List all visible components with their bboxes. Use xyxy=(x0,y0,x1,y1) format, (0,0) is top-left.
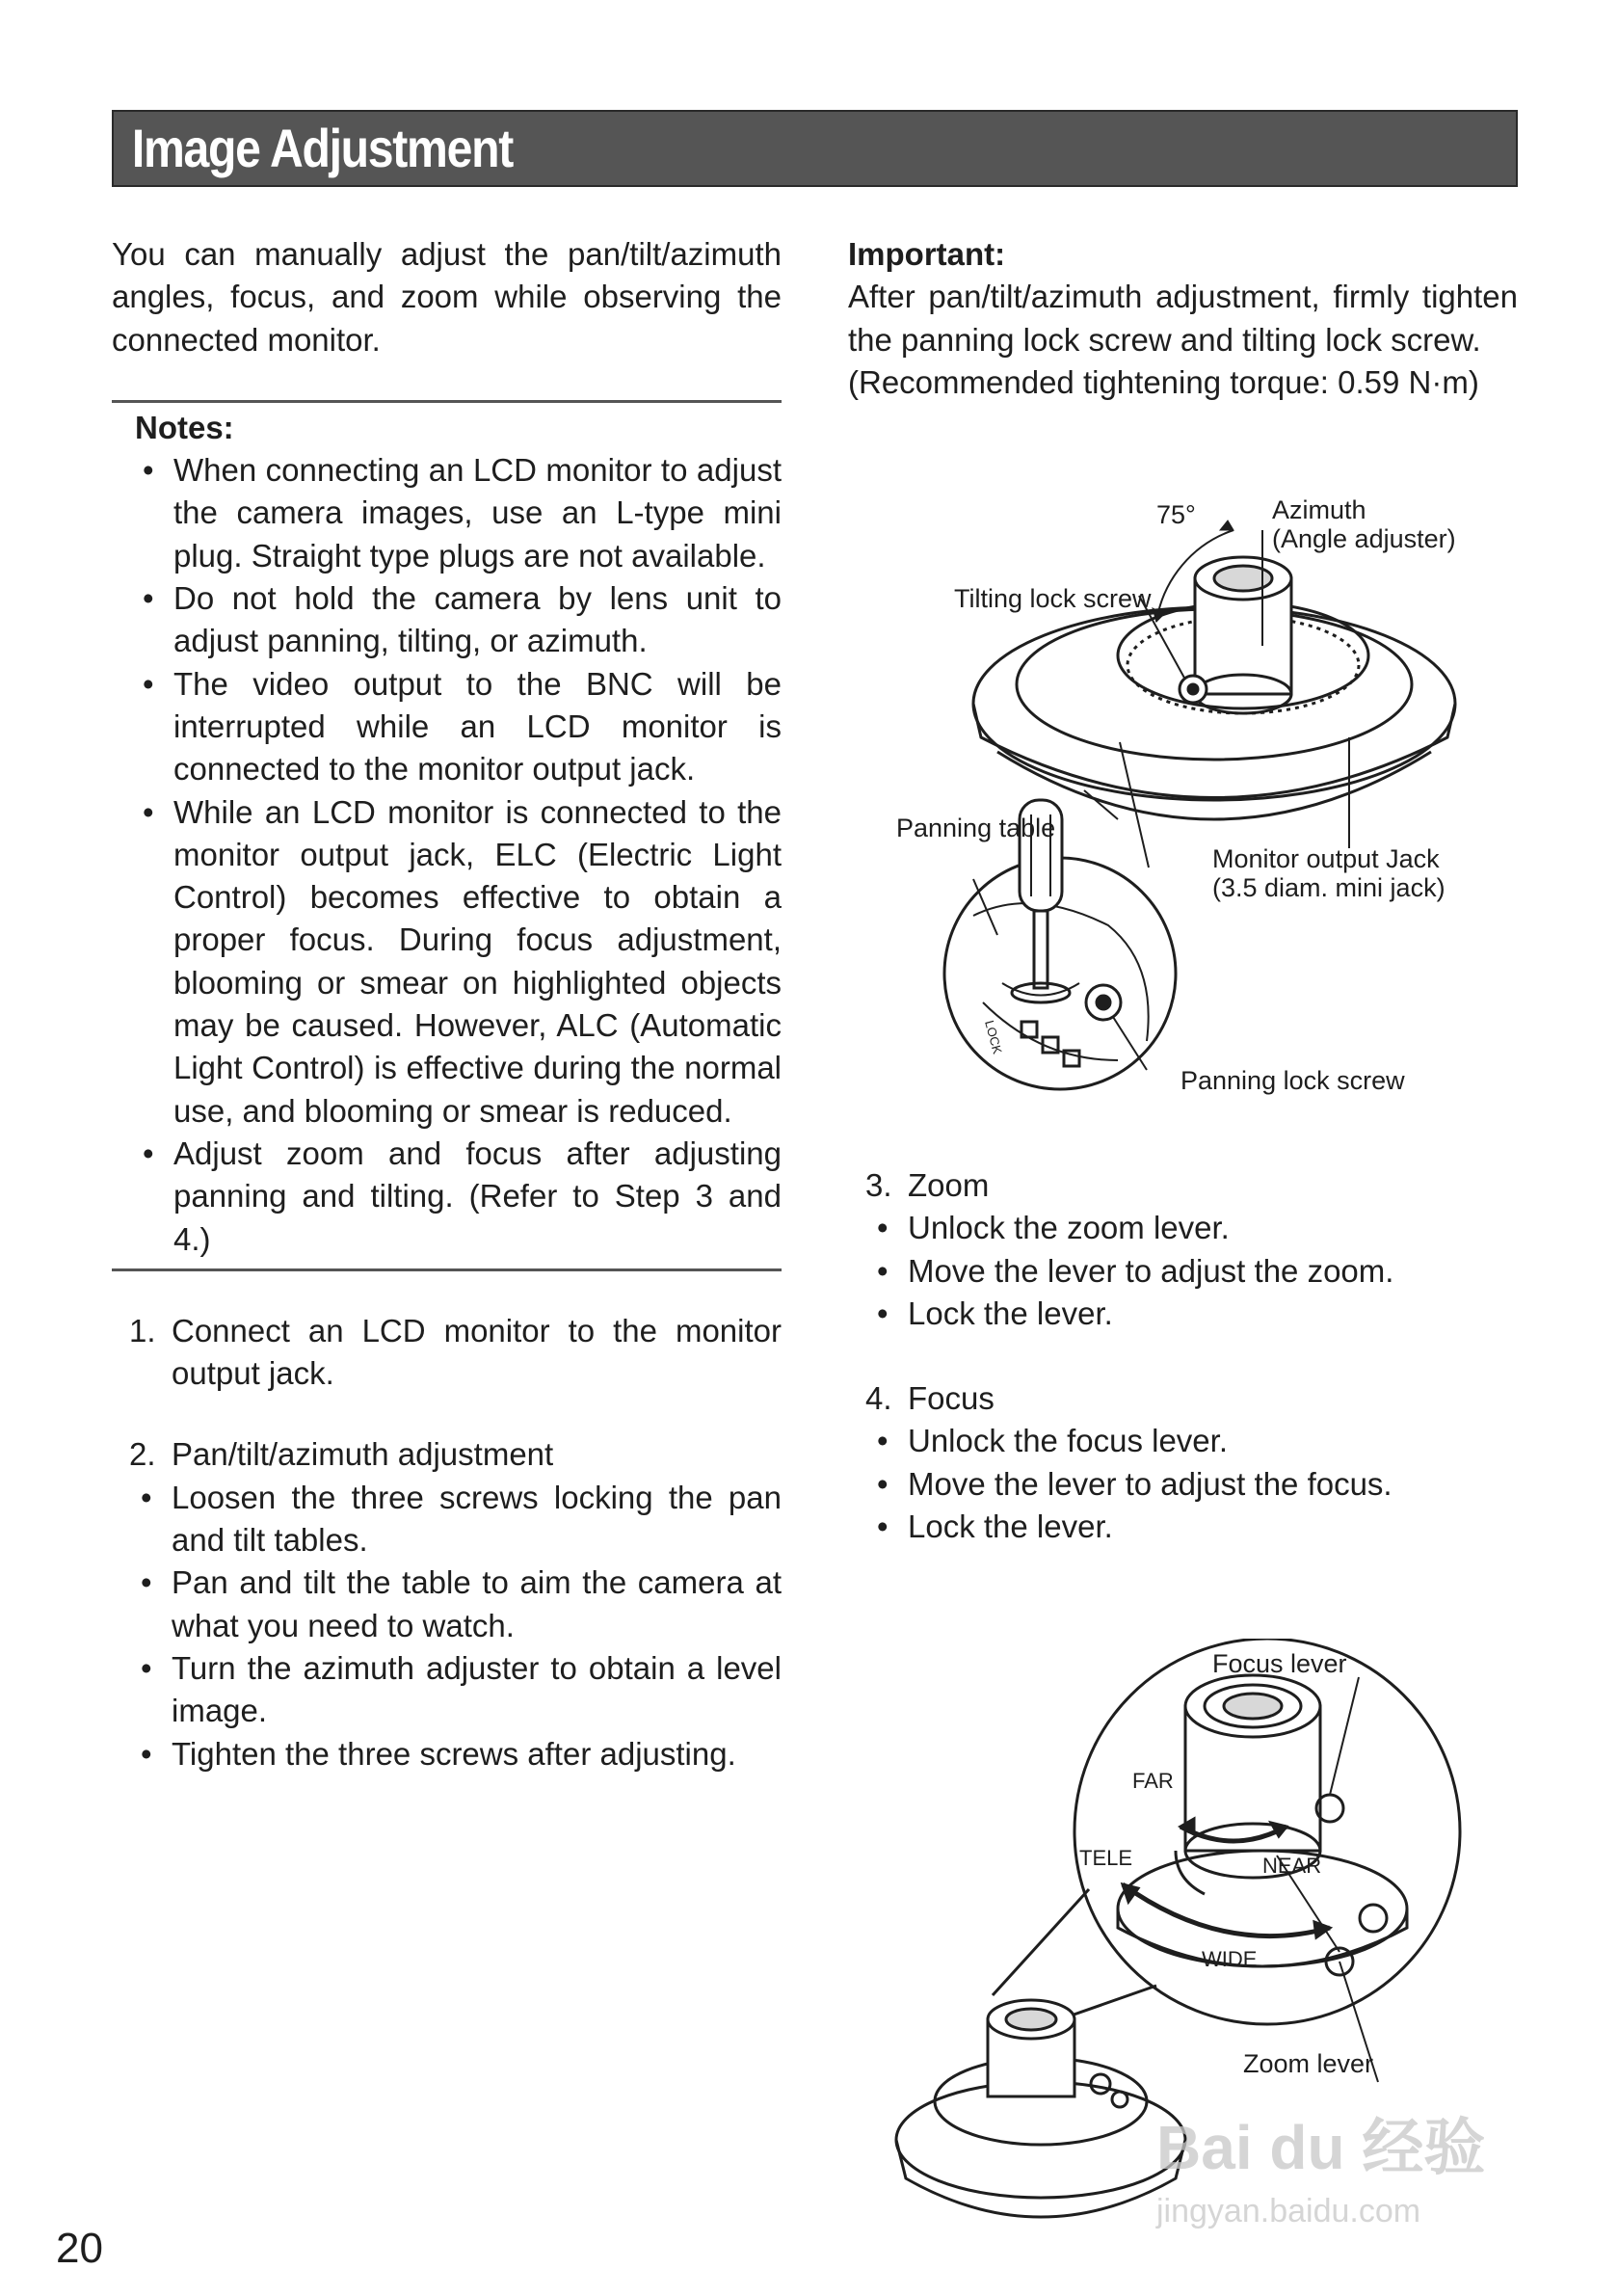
step-bullet: • Pan and tilt the table to aim the camera at what you need to watch. xyxy=(133,1562,782,1647)
notes-box xyxy=(112,400,782,1271)
angle-label: 75° xyxy=(1156,500,1196,529)
panning-table-label: Panning table xyxy=(896,814,1056,842)
step-4 xyxy=(848,1377,1518,1548)
step-bullet: • Lock the lever. xyxy=(869,1506,1518,1548)
lock-mark: LOCK xyxy=(982,1018,1005,1055)
note-item: • While an LCD monitor is connected to the monitor output jack, ELC (Electric Light Control) becomes effective to obtain a proper focus. During focus adjustment, blooming or smear on highlighted objects may be caused. However, ALC (Automatic Light Control) is effective during the normal use, and blooming or smear is reduced. xyxy=(135,791,782,1133)
tele-label: TELE xyxy=(1079,1846,1133,1870)
intro-paragraph: You can manually adjust the pan/tilt/azimuth angles, focus, and zoom while observing the connected monitor. xyxy=(112,236,782,358)
step-bullet: • Unlock the zoom lever. xyxy=(869,1207,1518,1249)
panning-lock-screw-label: Panning lock screw xyxy=(1180,1066,1405,1095)
pan-tilt-diagram xyxy=(867,482,1523,1137)
mini-jack-label: (3.5 diam. mini jack) xyxy=(1212,873,1446,902)
important-torque: (Recommended tightening torque: 0.59 N·m) xyxy=(848,363,1479,400)
tilting-lock-screw-label: Tilting lock screw xyxy=(954,584,1152,613)
important-heading: Important: xyxy=(848,236,1006,272)
step-3-list xyxy=(848,1207,1518,1335)
step-bullet: • Loosen the three screws locking the pan and tilt tables. xyxy=(133,1477,782,1562)
left-column xyxy=(112,233,782,1775)
step-3 xyxy=(848,1164,1518,1335)
step-bullet: • Turn the azimuth adjuster to obtain a level image. xyxy=(133,1647,782,1733)
step-2 xyxy=(112,1433,782,1775)
angle-adjuster-label: (Angle adjuster) xyxy=(1272,524,1456,553)
right-column xyxy=(848,233,1518,404)
step-title: Connect an LCD monitor to the monitor output jack. xyxy=(172,1312,782,1392)
step-title: Focus xyxy=(908,1380,995,1417)
monitor-output-jack-label: Monitor output Jack xyxy=(1212,844,1440,873)
near-label: NEAR xyxy=(1262,1854,1322,1878)
azimuth-label: Azimuth xyxy=(1272,495,1366,524)
focus-lever-label: Focus lever xyxy=(1212,1649,1347,1678)
far-label: FAR xyxy=(1132,1769,1174,1793)
step-number: 2. xyxy=(129,1436,156,1473)
step-number: 1. xyxy=(129,1312,156,1348)
step-bullet: • Move the lever to adjust the zoom. xyxy=(869,1250,1518,1293)
note-item: • Do not hold the camera by lens unit to adjust panning, tilting, or azimuth. xyxy=(135,577,782,663)
step-2-list xyxy=(112,1477,782,1775)
step-number: 3. xyxy=(865,1167,892,1203)
step-number: 4. xyxy=(865,1380,892,1417)
notes-list xyxy=(135,449,782,1261)
zoom-lever-label: Zoom lever xyxy=(1243,2049,1374,2078)
important-text: After pan/tilt/azimuth adjustment, firmly tighten the panning lock screw and tilting lock screw. xyxy=(848,279,1518,358)
wide-label: WIDE xyxy=(1202,1947,1258,1971)
right-steps xyxy=(848,1164,1518,1548)
step-bullet: • Lock the lever. xyxy=(869,1293,1518,1335)
step-bullet: • Move the lever to adjust the focus. xyxy=(869,1463,1518,1506)
step-4-list xyxy=(848,1420,1518,1548)
note-item: • Adjust zoom and focus after adjusting panning and tilting. (Refer to Step 3 and 4.) xyxy=(135,1133,782,1261)
note-item: • When connecting an LCD monitor to adjust the camera images, use an L-type mini plug. Straight type plugs are not available. xyxy=(135,449,782,577)
note-item: • The video output to the BNC will be interrupted while an LCD monitor is connected to the monitor output jack. xyxy=(135,663,782,791)
page-number: 20 xyxy=(56,2225,103,2272)
step-bullet: • Unlock the focus lever. xyxy=(869,1420,1518,1462)
watermark-url: jingyan.baidu.com xyxy=(1156,2193,1421,2229)
page-title: Image Adjustment xyxy=(131,118,513,178)
notes-heading: Notes: xyxy=(135,409,234,445)
title-bar xyxy=(112,110,1518,187)
step-title: Pan/tilt/azimuth adjustment xyxy=(172,1436,554,1473)
watermark-main: Bai du 经验 xyxy=(1156,2113,1486,2182)
step-1 xyxy=(112,1310,782,1396)
step-bullet: • Tighten the three screws after adjusting. xyxy=(133,1733,782,1775)
step-title: Zoom xyxy=(908,1167,990,1203)
zoom-focus-diagram xyxy=(887,1639,1503,2256)
